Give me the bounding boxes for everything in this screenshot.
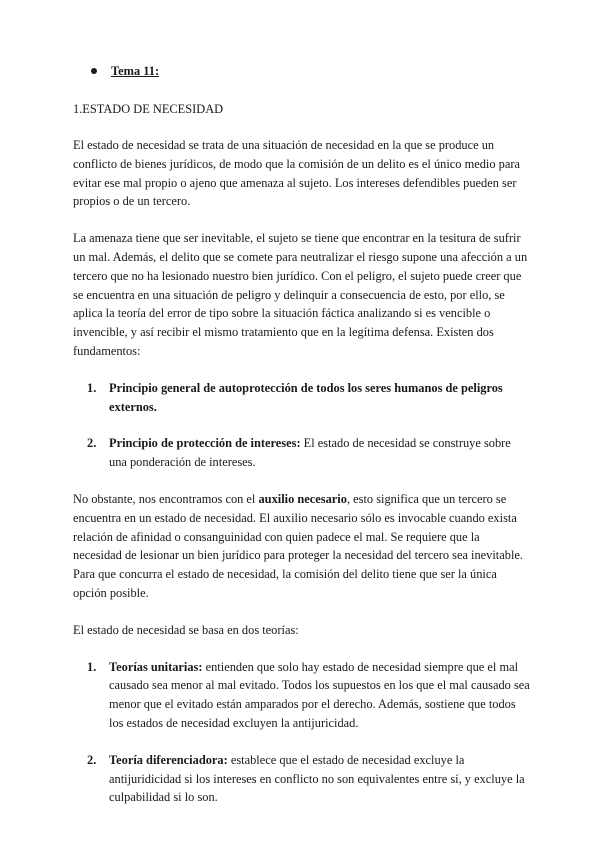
list-item-text [109,658,531,733]
paragraph-auxilio-start: No obstante, nos encontramos con el [73,491,259,506]
list-item [73,658,531,733]
list-item [73,751,531,807]
auxilio-necesario-term: auxilio necesario [258,491,347,506]
list-item-body: establece que el estado de necesidad excluye la antijuridicidad si los intereses en conflicto no son equivalentes entre sí, y excluye la culpabilidad si lo son. [109,752,525,805]
document-page [73,62,531,825]
list-item-body: El estado de necesidad se construye sobre una ponderación de intereses. [109,436,511,470]
list-number: 1. [87,380,97,395]
paragraph-auxilio [73,490,531,603]
list-item-body: entienden que solo hay estado de necesidad siempre que el mal causado sea menor al mal evitado. Todos los supuestos en los que el mal causado sea menor que el evitado están amparados por el derecho. Además, sostiene que todos los estados de necesidad excluyen la antijuricidad. [109,659,530,730]
list-item-text [109,434,531,472]
list-item [73,379,531,417]
list-item-text [109,379,531,417]
list-item [73,434,531,472]
teorias-list [73,658,531,808]
list-item-bold: Teoría diferenciadora: [109,752,228,767]
bullet-dot-icon [91,68,97,74]
list-item-bold: Teorías unitarias: [109,659,203,674]
topic-title: Tema 11: [111,64,160,78]
paragraph-definition: El estado de necesidad se trata de una situación de necesidad en la que se produce un conflicto de bienes jurídicos, de modo que la comisión de un delito es el único medio para evitar ese mal propio o ajeno que amenaza al sujeto. Los intereses defendibles pueden ser propios o de un tercero. [73,138,520,209]
list-number: 2. [87,436,97,451]
list-item-text [109,751,531,807]
paragraph-auxilio-rest: , esto significa que un tercero se encuentra en un estado de necesidad. El auxilio necesario sólo es invocable cuando exista relación de afinidad o consanguinidad con quien padece el mal. Se requiere que la necesidad de lesionar un bien jurídico para proteger la necesidad del tercero sea inevitable. Para que concurra el estado de necesidad, la comisión del delito tiene que ser la única opción posible. [73,491,523,600]
paragraph-teorias-intro: El estado de necesidad se basa en dos teorías: [73,622,299,637]
section-heading: 1.ESTADO DE NECESIDAD [73,102,224,116]
list-item-bold: Principio general de autoprotección de todos los seres humanos de peligros externos. [109,380,503,414]
list-number: 1. [87,659,97,674]
list-item-bold: Principio de protección de intereses: [109,436,301,451]
topic-bullet [91,62,531,80]
paragraph-amenaza: La amenaza tiene que ser inevitable, el sujeto se tiene que encontrar en la tesitura de sufrir un mal. Además, el delito que se comete para neutralizar el riesgo supone una afección a un tercero que no ha lesionado nuestro bien jurídico. Con el peligro, el sujeto puede creer que se encuentra en una situación de peligro y delinquir a consecuencia de esto, por ello, se aplica la teoría del error de tipo sobre la situación fáctica analizando si es vencible o invencible, y así recibir el mismo tratamiento que en la legítima defensa. Existen dos fundamentos: [73,231,528,358]
list-number: 2. [87,752,97,767]
fundamentos-list [73,379,531,472]
